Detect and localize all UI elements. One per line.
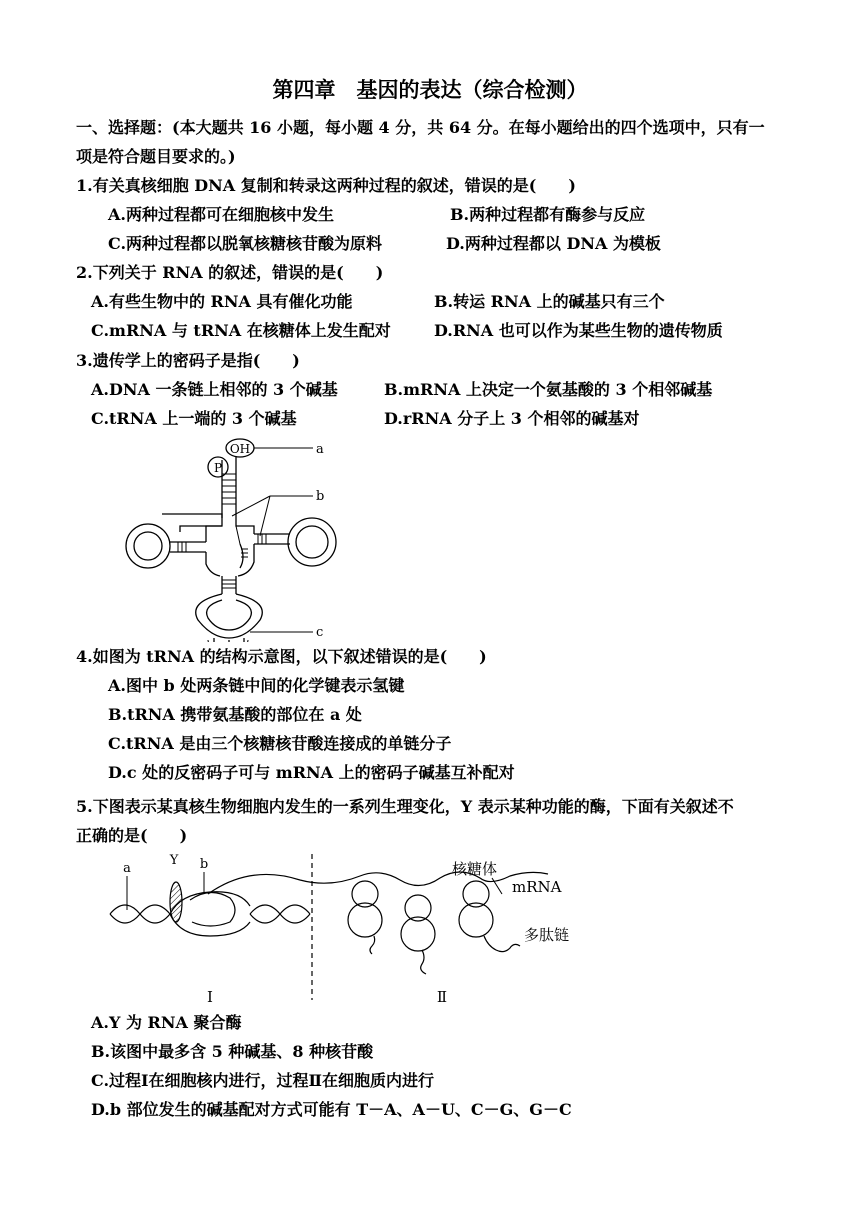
q4-option-c: C.tRNA 是由三个核糖核苷酸连接成的单链分子: [108, 734, 452, 753]
q4-option-b: B.tRNA 携带氨基酸的部位在 a 处: [108, 705, 362, 724]
q3-option-b: B.mRNA 上决定一个氨基酸的 3 个相邻碱基: [384, 380, 713, 399]
mrna-label: mRNA: [512, 878, 562, 896]
q5-stem-line1: 5.下图表示某真核生物细胞内发生的一系列生理变化，Y 表示某种功能的酶，下面有关叙述不: [76, 797, 734, 816]
q5-option-b: B.该图中最多含 5 种碱基、8 种核苷酸: [91, 1042, 374, 1061]
q3-option-c: C.tRNA 上一端的 3 个碱基: [91, 409, 297, 428]
q1-option-b: B.两种过程都有酶参与反应: [450, 205, 646, 224]
label-a: a: [316, 442, 324, 457]
p-label: P: [213, 461, 223, 475]
q2-option-b: B.转运 RNA 上的碱基只有三个: [434, 292, 665, 311]
q5-stem-line2: 正确的是( ): [76, 826, 188, 845]
polypeptide-label: 多肽链: [524, 926, 570, 944]
q5-option-d: D.b 部位发生的碱基配对方式可能有 T－A、A－U、C－G、G－C: [91, 1100, 572, 1119]
section-header-line2: 项是符合题目要求的。): [76, 147, 236, 166]
q3-option-a: A.DNA 一条链上相邻的 3 个碱基: [91, 380, 338, 399]
label-b: b: [316, 489, 325, 504]
page-title: 第四章 基因的表达（综合检测）: [272, 77, 588, 102]
process-ii-label: Ⅱ: [436, 988, 448, 1006]
q1-option-d: D.两种过程都以 DNA 为模板: [446, 234, 661, 253]
trna-diagram: [110, 434, 350, 642]
q4-option-d: D.c 处的反密码子可与 mRNA 上的密码子碱基互补配对: [108, 763, 515, 782]
q1-option-c: C.两种过程都以脱氧核糖核苷酸为原料: [108, 234, 383, 253]
transcription-translation-diagram: [100, 850, 600, 1010]
fig5-label-a: a: [123, 861, 131, 876]
q3-option-d: D.rRNA 分子上 3 个相邻的碱基对: [384, 409, 640, 428]
q5-option-a: A.Y 为 RNA 聚合酶: [91, 1013, 242, 1032]
label-c: c: [316, 625, 324, 640]
fig5-label-b: b: [199, 857, 209, 872]
process-i-label: Ⅰ: [207, 988, 213, 1006]
q2-option-c: C.mRNA 与 tRNA 在核糖体上发生配对: [91, 321, 391, 340]
q1-stem: 1.有关真核细胞 DNA 复制和转录这两种过程的叙述，错误的是( ): [76, 176, 576, 195]
section-header-line1: 一、选择题：(本大题共 16 小题，每小题 4 分，共 64 分。在每小题给出的四个选项中，只有一: [76, 118, 765, 137]
q5-option-c: C.过程Ⅰ在细胞核内进行，过程Ⅱ在细胞质内进行: [91, 1071, 434, 1090]
q2-stem: 2.下列关于 RNA 的叙述，错误的是( ): [76, 263, 384, 282]
ribosome-label: 核糖体: [452, 860, 498, 878]
q1-option-a: A.两种过程都可在细胞核中发生: [108, 205, 334, 224]
q2-option-a: A.有些生物中的 RNA 具有催化功能: [91, 292, 353, 311]
oh-label: OH: [229, 442, 251, 456]
fig5-label-y: Y: [169, 853, 179, 868]
q2-option-d: D.RNA 也可以作为某些生物的遗传物质: [434, 321, 723, 340]
q4-option-a: A.图中 b 处两条链中间的化学键表示氢键: [108, 676, 405, 695]
q3-stem: 3.遗传学上的密码子是指( ): [76, 351, 300, 370]
q4-stem: 4.如图为 tRNA 的结构示意图，以下叙述错误的是( ): [76, 647, 487, 666]
